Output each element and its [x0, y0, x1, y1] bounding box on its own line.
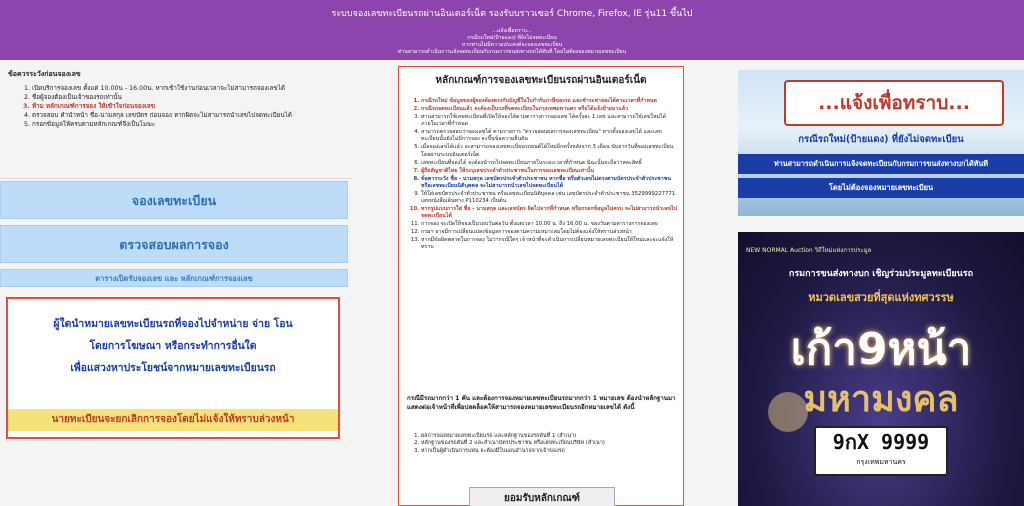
license-plate [814, 426, 948, 476]
accept-rules-button[interactable]: ยอมรับหลักเกณฑ์ [469, 487, 615, 506]
rule-item: 12. กรมฯ อาจมีการเปลี่ยนแปลงข้อมูลการจองตามความเหมาะสมโดยไม่ต้องแจ้งให้ทราบล่วงหน้า [421, 229, 677, 236]
auction-headline-2: มหามงคล [803, 379, 959, 420]
notice-banner-line-1: กรณีรถใหม่(ป้ายแดง) ที่ยังไม่จดทะเบียน [798, 134, 964, 145]
multi-vehicle-note: กรณีมีรถมากกว่า 1 คัน และต้องการจองหมายเลขทะเบียนรถมากกว่า 1 หมายเลข ต้องนำหลักฐานมาแสดงต่อเจ้าหน้าที่เพื่อปลดล็อคให้สามารถจองหมายเลขทะเบียนรถอีกหมายเลขได้ ดังนี้ [407, 395, 676, 411]
rule-item: 10. หากรูปแบบการใส่ ชื่อ - นามสกุล และเลขบัตร ผิดไปจากที่กำหนด หรือกรอกข้อมูลไม่ครบ จะไม่สามารถนำเลขไปจดทะเบียนได้ [421, 206, 677, 220]
warning-box [6, 297, 340, 439]
notice-banner-line-4: โดยไม่ต้องจองหมายเลขทะเบียน [738, 178, 1024, 198]
precaution-item: 3. ห้าม หลักเกณฑ์การจอง ให้เข้าใจก่อนจองเลข [32, 102, 346, 111]
rule-item: 2. กรณีรถจดทะเบียนแล้ว จะต้องเป็นรถที่จดทะเบียนในกรุงเทพมหานคร หรือได้แจ้งย้ายมาแล้ว [421, 106, 677, 113]
rule-item: 11. การจอง จะเปิดให้จองเป็นรอบวันต่อวัน ตั้งแต่เวลา 10.00 น. ถึง 16.00 น. ของวันตามตารางการจองเลข [421, 221, 677, 228]
reserve-plate-button[interactable]: จองเลขทะเบียน [0, 181, 348, 219]
divider [0, 178, 352, 179]
rule-item: 7. ผู้ถือสัญชาติไทย ให้ระบุเลขประจำตัวประชาชนในการจองเลขทะเบียนเท่านั้น [421, 168, 677, 175]
notice-banner-line-3: ท่านสามารถดำเนินการแจ้งจดทะเบียนกับกรมการขนส่งทางบกได้ทันที [738, 154, 1024, 174]
rule-item: 4. สามารถตรวจสอบว่าจองเลขได้ ตามรายการ "ตรวจสอบผลการจองเลขทะเบียน" หากตั้งจองเลขได้ และเลขทะเบียนนั้นยังไม่มีการจอง จะขึ้นข้อความยืนยัน [421, 129, 677, 143]
warning-line-1: ผู้ใดนำหมายเลขทะเบียนรถที่จองไปจำหน่าย จ่าย โอน [53, 318, 293, 330]
rules-title: หลักเกณฑ์การจองเลขทะเบียนรถผ่านอินเตอร์เน็ต [435, 75, 647, 86]
notice-banner-title: ...แจ้งเพื่อทราบ... [784, 80, 1004, 126]
rule-item: 3. ท่านสามารถใช้เลขทะเบียนที่เปิดให้จองได้ตามตารางการจองเลข ได้ครั้งละ 1 เลข และสามารถใช้เลขใหม่ได้ภายในเวลาที่กำหนด [421, 114, 677, 128]
rule-item: 8. ข้อควรระวัง ชื่อ - นามสกุล เลขบัตรประจำตัวประชาชน หากชื่อ หรือตัวเลขไม่ตรงตามบัตรประจำตัวประชาชน หรือเลขทะเบียนนิติบุคคล จะไม่สามารถนำเลขไปจดทะเบียนได้ [421, 176, 677, 190]
check-result-button[interactable]: ตรวจสอบผลการจอง [0, 225, 348, 263]
plate-province: กรุงเทพมหานคร [856, 458, 906, 466]
site-title: ระบบจองเลขทะเบียนรถผ่านอินเตอร์เน็ต รองรับบราวเซอร์ Chrome, Firefox, IE รุ่น11 ขึ้นไป [331, 9, 693, 19]
rule-item: 9. ให้ใส่เลขบัตรประจำตัวประชาชน หรือเลขทะเบียนนิติบุคคล เช่น เลขบัตรประจำตัวประชาชน 3529999227771 เลขหนังสือเดินทาง P110234 เป็นต้น [421, 191, 677, 205]
auction-tagline: NEW NORMAL Auction วิถีใหม่แห่งการประมูล [746, 247, 872, 254]
multi-vehicle-list [407, 433, 677, 455]
auction-headline-1: เก้า9หน้า [790, 324, 972, 375]
notice-banner-ad[interactable] [738, 70, 1024, 216]
auction-line-2: หมวดเลขสวยที่สุดแห่งทศวรรษ [808, 291, 954, 304]
rule-item: 1. กรณีรถใหม่ ข้อมูลของผู้จองต้องตรงกับบัญชีในใบกำกับภาษีของรถ และชำระค่าจองได้ตามเวลาที่กำหนด [421, 98, 677, 105]
list-item: 2. หลักฐานของรถคันที่ 2 และสำเนาบัตรประชาชน หรือเลขทะเบียนบริษัท (สำเนา) [421, 440, 677, 447]
plate-number: 9กX 9999 [832, 430, 930, 454]
precaution-item: 1. เปิดบริการจองเลข ตั้งแต่ 10.00น - 16.00น. หากเข้าใช้งานก่อนเวลาจะไม่สามารถจองเลขได้ [32, 84, 346, 93]
warning-line-3: เพื่อแสวงหาประโยชน์จากหมายเลขทะเบียนรถ [70, 362, 276, 374]
warning-band: นายทะเบียนจะยกเลิกการจองโดยไม่แจ้งให้ทราบล่วงหน้า [8, 409, 338, 431]
list-item: 3. หากเป็นผู้ดำเนินการแทน จะต้องมีใบมอบอำนาจจากเจ้าของรถ [421, 448, 677, 455]
rule-item: 5. เมื่อจองเลขได้แล้ว จะสามารถจองเลขทะเบียนรถยนต์ได้ใหม่อีกครั้งหลังจาก 3 เดือน นับจากวันที่จองเลขทะเบียน โดยผ่านระบบอินเตอร์เน็ต [421, 144, 677, 158]
left-column [0, 60, 352, 506]
header-notice-1: ...แจ้งเพื่อทราบ... [492, 28, 532, 34]
rule-item: 13. หากมีข้อผิดพลาดในการจอง ไม่ว่ากรณีใดๆ เจ้าหน้าที่จะดำเนินการเปลี่ยนหมายเลขทะเบียนให้ใหม่และจะแจ้งให้ทราบ [421, 237, 677, 251]
rules-panel [398, 66, 684, 506]
rule-item: 6. เลขทะเบียนที่จองได้ จะต้องนำรถไปจดทะเบียนภายในระยะเวลาที่กำหนด มิฉะนั้นจะถือว่าสละสิทธิ์ [421, 160, 677, 167]
precautions-heading: ข้อควรระวังก่อนจองเลข [8, 70, 81, 78]
precautions-box [6, 70, 346, 129]
header-notice-3: หากท่านไม่มีความประสงค์จะจองเลขทะเบียน [461, 42, 563, 48]
precaution-item: 2. ชื่อผู้จองต้องเป็นเจ้าของรถเท่านั้น [32, 93, 346, 102]
warning-line-2: โดยการโฆษณา หรือกระทำการอื่นใด [89, 340, 257, 352]
schedule-link[interactable]: ตารางเปิดรับจองเลข และ หลักเกณฑ์การจองเลข [0, 269, 348, 287]
auction-line-1: กรมการขนส่งทางบก เชิญร่วมประมูลทะเบียนรถ [788, 269, 974, 279]
header-notice-4: ท่านสามารถดำเนินการแจ้งจดทะเบียนกับกรมการขนส่งทางบกได้ทันที โดยไม่ต้องจองหมายเลขทะเบียน [397, 49, 627, 55]
precaution-item: 4. ตรวจสอบ คำนำหน้า ชื่อ-นามสกุล เลขบัตร ก่อนจอง หากผิดจะไม่สามารถนำเลขไปจดทะเบียนได้ [32, 111, 346, 120]
list-item: 1. ผลการจองหมายเลขทะเบียนรถ และหลักฐานของรถคันที่ 1 (สำเนา) [421, 433, 677, 440]
auction-banner-ad[interactable] [738, 232, 1024, 506]
header-notice-2: กรณีรถใหม่(ป้ายแดง) ที่ยังไม่จดทะเบียน [467, 35, 557, 41]
precaution-item: 5. กรอกข้อมูลให้ครบตามหลักเกณฑ์จึงเป็นโมฆะ [32, 120, 346, 129]
site-header [0, 0, 1024, 60]
